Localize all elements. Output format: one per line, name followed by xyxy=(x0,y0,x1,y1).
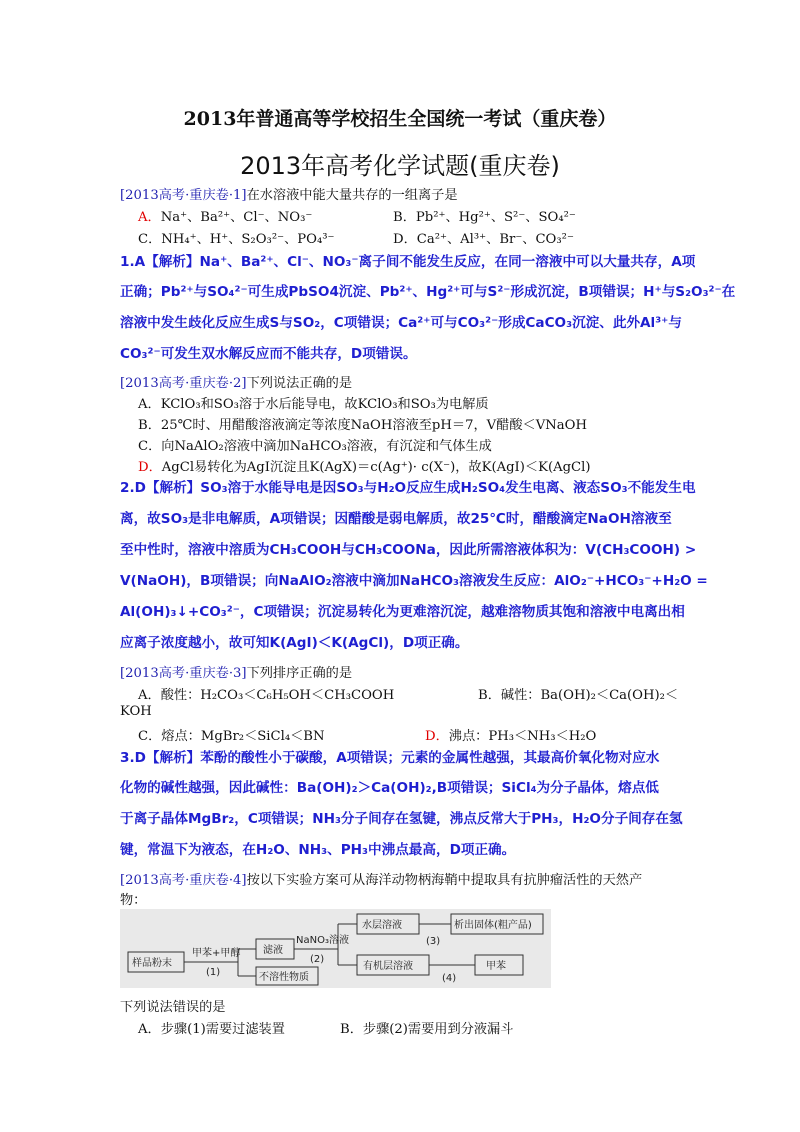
answer-3-line: 3.D【解析】苯酚的酸性小于碳酸，A项错误；元素的金属性越强，其最高价氧化物对应水 xyxy=(120,750,660,766)
answer-3-line: 化物的碱性越强，因此碱性：Ba(OH)₂＞Ca(OH)₂,B项错误；SiCl₄为分子晶体，熔点低 xyxy=(120,780,659,796)
question-4-option-a: A．步骤(1)需要过滤装置 xyxy=(138,1022,285,1037)
question-4-stem-cont: 物： xyxy=(120,893,147,908)
question-1-option-d: D．Ca²⁺、Al³⁺、Br⁻、CO₃²⁻ xyxy=(393,232,574,247)
question-1-option-b: B．Pb²⁺、Hg²⁺、S²⁻、SO₄²⁻ xyxy=(393,210,576,225)
question-3-ref: [2013高考·重庆卷·3] xyxy=(120,666,247,681)
question-3-option-b-cont: KOH xyxy=(120,704,152,719)
question-3-option-d: D．沸点：PH₃＜NH₃＜H₂O xyxy=(425,729,597,744)
flow-nano3: NaNO₃溶液 xyxy=(296,935,349,946)
question-4-option-b: B．步骤(2)需要用到分液漏斗 xyxy=(340,1022,514,1037)
answer-1-line: 正确；Pb²⁺与SO₄²⁻可生成PbSO4沉淀、Pb²⁺、Hg²⁺可与S²⁻形成沉淀，B项错误；H⁺与S₂O₃²⁻在 xyxy=(120,284,736,300)
question-3-option-c: C．熔点：MgBr₂＜SiCl₄＜BN xyxy=(138,729,325,744)
answer-2-line: 至中性时，溶液中溶质为CH₃COOH与CH₃COONa，因此所需溶液体积为：V(CH₃COOH) > xyxy=(120,542,697,558)
question-3-stem: [2013高考·重庆卷·3]下列排序正确的是 xyxy=(120,666,353,681)
flow-step-2: (2) xyxy=(310,954,325,965)
question-1-stem: [2013高考·重庆卷·1]在水溶液中能大量共存的一组离子是 xyxy=(120,188,458,203)
answer-2-line: 应离子浓度越小，故可知K(AgI)＜K(AgCl)，D项正确。 xyxy=(120,635,469,651)
question-4-ref: [2013高考·重庆卷·4] xyxy=(120,873,247,888)
question-2-option-c: C．向NaAlO₂溶液中滴加NaHCO₃溶液，有沉淀和气体生成 xyxy=(138,439,492,454)
question-3-option-b: B．碱性：Ba(OH)₂＜Ca(OH)₂＜ xyxy=(478,688,679,703)
answer-1-line: 1.A【解析】Na⁺、Ba²⁺、Cl⁻、NO₃⁻离子间不能发生反应，在同一溶液中可以大量共存，A项 xyxy=(120,254,696,270)
flow-insoluble: 不溶性物质 xyxy=(259,972,309,983)
flow-step-4: (4) xyxy=(442,973,457,984)
question-1-option-a: A．Na⁺、Ba²⁺、Cl⁻、NO₃⁻ xyxy=(138,210,313,225)
question-2-option-b: B．25℃时、用醋酸溶液滴定等浓度NaOH溶液至pH＝7，V醋酸＜VNaOH xyxy=(138,418,587,433)
flow-step-3: (3) xyxy=(426,936,441,947)
question-2-option-a: A．KClO₃和SO₃溶于水后能导电，故KClO₃和SO₃为电解质 xyxy=(138,397,489,412)
extraction-flowchart xyxy=(120,909,551,988)
flow-aqueous: 水层溶液 xyxy=(362,920,402,931)
answer-2-line: 2.D【解析】SO₃溶于水能导电是因SO₃与H₂O反应生成H₂SO₄发生电离、液态SO₃不能发生电 xyxy=(120,480,696,496)
flow-filtrate: 滤液 xyxy=(263,945,283,956)
answer-3-line: 于离子晶体MgBr₂，C项错误；NH₃分子间存在氢键，沸点反常大于PH₃，H₂O分子间存在氢 xyxy=(120,811,683,827)
paper-title: 2013年高考化学试题(重庆卷) xyxy=(240,152,560,180)
exam-title: 2013年普通高等学校招生全国统一考试（重庆卷） xyxy=(183,108,617,130)
flow-reagent: 甲苯+甲醇 xyxy=(192,948,241,959)
question-1-option-c: C．NH₄⁺、H⁺、S₂O₃²⁻、PO₄³⁻ xyxy=(138,232,335,247)
flow-sample: 样品粉末 xyxy=(132,958,172,969)
question-3-option-a: A．酸性：H₂CO₃＜C₆H₅OH＜CH₃COOH xyxy=(138,688,395,703)
question-4-stem: [2013高考·重庆卷·4]按以下实验方案可从海洋动物柄海鞘中提取具有抗肿瘤活性的天然产 xyxy=(120,873,643,888)
answer-2-line: V(NaOH)，B项错误；向NaAlO₂溶液中滴加NaHCO₃溶液发生反应：AlO₂⁻+HCO₃⁻+H₂O = xyxy=(120,573,708,589)
question-1-ref: [2013高考·重庆卷·1] xyxy=(120,188,247,203)
flow-toluene: 甲苯 xyxy=(486,961,506,972)
question-2-option-d: D．AgCl易转化为AgI沉淀且K(AgX)＝c(Ag⁺)· c(X⁻)，故K(AgI)＜K(AgCl) xyxy=(138,460,591,475)
answer-3-line: 键，常温下为液态，在H₂O、NH₃、PH₃中沸点最高，D项正确。 xyxy=(120,842,516,858)
question-2-ref: [2013高考·重庆卷·2] xyxy=(120,376,247,391)
answer-2-line: 离，故SO₃是非电解质，A项错误；因醋酸是弱电解质，故25℃时，醋酸滴定NaOH溶液至 xyxy=(120,511,672,527)
answer-1-line: 溶液中发生歧化反应生成S与SO₂，C项错误；Ca²⁺可与CO₃²⁻形成CaCO₃沉淀、此外Al³⁺与 xyxy=(120,315,682,331)
question-4-prompt: 下列说法错误的是 xyxy=(120,1000,226,1015)
flow-solid: 析出固体(粗产品) xyxy=(454,920,532,931)
answer-2-line: Al(OH)₃↓+CO₃²⁻，C项错误；沉淀易转化为更难溶沉淀，越难溶物质其饱和溶液中电离出相 xyxy=(120,604,685,620)
flow-step-1: (1) xyxy=(206,967,221,978)
question-2-stem: [2013高考·重庆卷·2]下列说法正确的是 xyxy=(120,376,353,391)
answer-1-line: CO₃²⁻可发生双水解反应而不能共存，D项错误。 xyxy=(120,346,417,362)
flow-organic: 有机层溶液 xyxy=(363,961,413,972)
